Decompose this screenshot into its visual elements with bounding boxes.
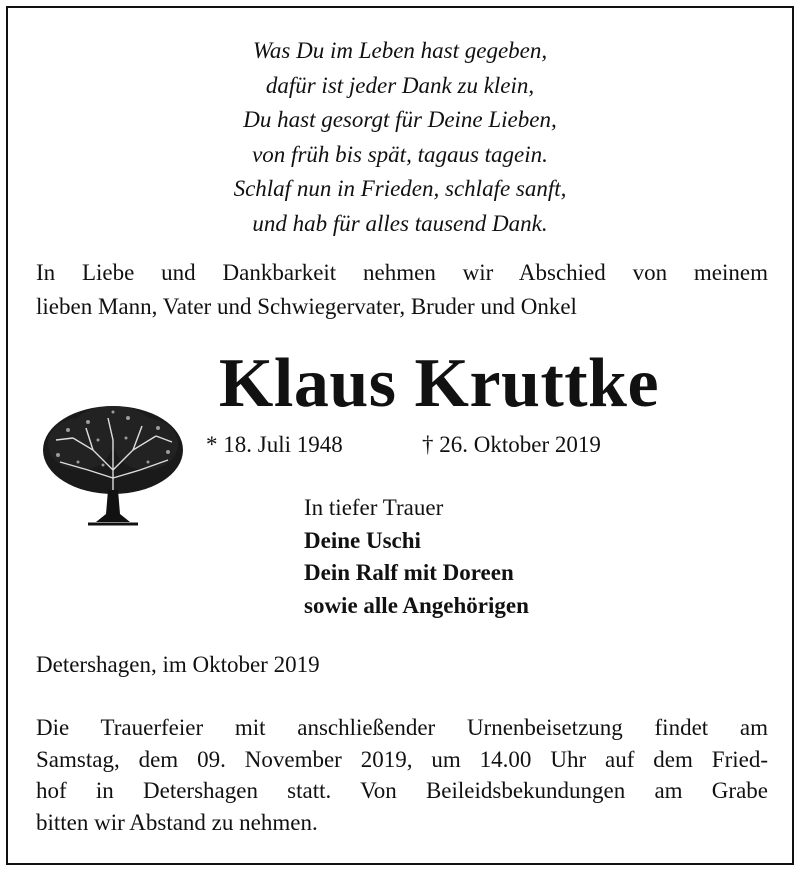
- service-line: hof in Detershagen statt. Von Beileidsbekundungen am Grabe: [36, 778, 768, 803]
- poem-line: von früh bis spät, tagaus tagein.: [252, 141, 548, 167]
- farewell-intro: [36, 256, 768, 324]
- death-date: † 26. Oktober 2019: [422, 432, 601, 457]
- mourner-name: Dein Ralf mit Doreen: [304, 560, 514, 585]
- service-line: Die Trauerfeier mit anschließender Urnenbeisetzung findet am: [36, 715, 768, 740]
- mourner-name: sowie alle Angehörigen: [304, 592, 529, 618]
- birth-date: * 18. Juli 1948: [206, 432, 343, 457]
- service-line: bitten wir Abstand zu nehmen.: [36, 809, 318, 835]
- deceased-name: Klaus Kruttke: [218, 345, 660, 422]
- mourner-name: Deine Uschi: [304, 527, 421, 553]
- poem-line: Schlaf nun in Frieden, schlafe sanft,: [233, 176, 567, 202]
- tree-icon: [38, 400, 188, 528]
- obituary-notice: [6, 6, 794, 865]
- poem-line: Was Du im Leben hast gegeben,: [252, 38, 548, 63]
- intro-line: In Liebe und Dankbarkeit nehmen wir Abschied von meinem: [36, 260, 768, 285]
- mourning-heading: In tiefer Trauer: [304, 495, 444, 520]
- poem-line: und hab für alles tausend Dank.: [252, 210, 548, 236]
- mourners-block: [304, 492, 529, 622]
- poem-line: Du hast gesorgt für Deine Lieben,: [243, 107, 557, 133]
- poem-line: dafür ist jeder Dank zu klein,: [265, 72, 535, 98]
- funeral-service-info: [36, 712, 768, 838]
- service-line: Samstag, dem 09. November 2019, um 14.00 Uhr auf dem Fried-: [36, 746, 768, 772]
- place-date: Detershagen, im Oktober 2019: [36, 652, 320, 677]
- poem: [8, 34, 792, 242]
- intro-line: lieben Mann, Vater und Schwiegervater, Bruder und Onkel: [36, 294, 577, 319]
